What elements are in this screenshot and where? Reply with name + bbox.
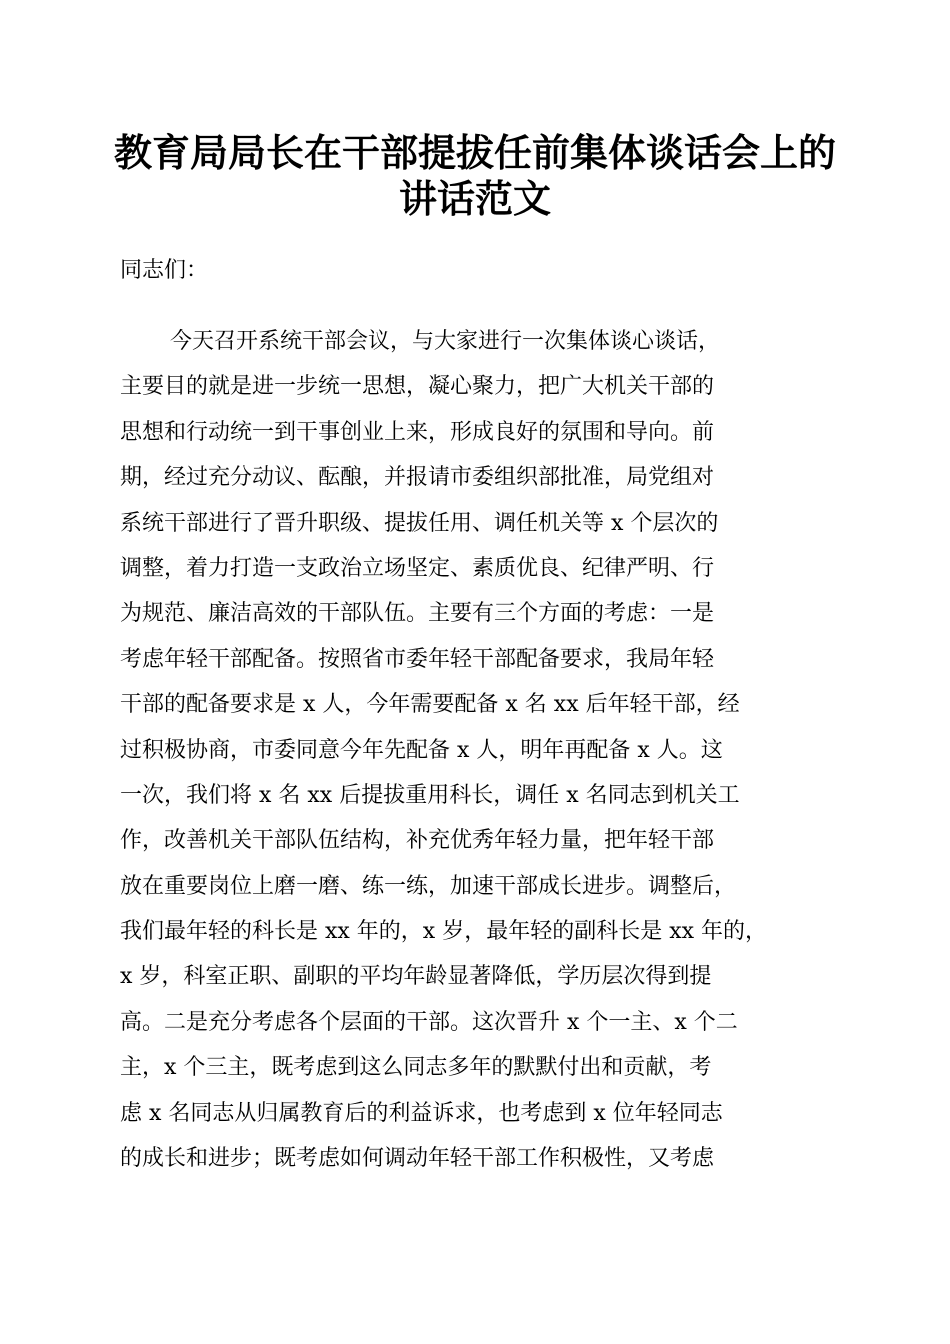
text-line: 作，改善机关干部队伍结构，补充优秀年轻力量，把年轻干部 — [120, 828, 715, 854]
text-line: 考虑年轻干部配备。按照省市委年轻干部配备要求，我局年轻 — [120, 646, 715, 672]
text-line: 思想和行动统一到干事创业上来，形成良好的氛围和导向。前 — [120, 419, 715, 445]
text-line: 期，经过充分动议、酝酿，并报请市委组织部批准，局党组对 — [120, 465, 715, 491]
text-line: 干部的配备要求是 x 人，今年需要配备 x 名 xx 后年轻干部，经 — [120, 692, 740, 718]
text-line: 今天召开系统干部会议，与大家进行一次集体谈心谈话， — [170, 329, 721, 354]
text-line: 主要目的就是进一步统一思想，凝心聚力，把广大机关干部的 — [120, 374, 715, 400]
text-line: 虑 x 名同志从归属教育后的利益诉求，也考虑到 x 位年轻同志 — [120, 1100, 723, 1126]
text-line: 高。二是充分考虑各个层面的干部。这次晋升 x 个一主、x 个二 — [120, 1009, 738, 1035]
text-line: 的成长和进步；既考虑如何调动年轻干部工作积极性，又考虑 — [120, 1146, 715, 1172]
text-line: 主，x 个三主，既考虑到这么同志多年的默默付出和贡献，考 — [120, 1055, 712, 1081]
body-paragraph — [120, 325, 830, 1187]
text-line: 过积极协商，市委同意今年先配备 x 人，明年再配备 x 人。这 — [120, 737, 723, 763]
text-line: x 岁，科室正职、副职的平均年龄显著降低，学历层次得到提 — [120, 964, 712, 990]
text-line: 我们最年轻的科长是 xx 年的，x 岁，最年轻的副科长是 xx 年的， — [120, 919, 768, 945]
text-line: 一次，我们将 x 名 xx 后提拔重用科长，调任 x 名同志到机关工 — [120, 782, 740, 808]
salutation: 同志们： — [120, 258, 209, 283]
text-line: 为规范、廉洁高效的干部队伍。主要有三个方面的考虑：一是 — [120, 601, 715, 627]
text-line: 放在重要岗位上磨一磨、练一练，加速干部成长进步。调整后， — [120, 873, 737, 899]
document-title: 教育局局长在干部提拔任前集体谈话会上的讲话范文 — [113, 130, 836, 221]
text-line: 调整，着力打造一支政治立场坚定、素质优良、纪律严明、行 — [120, 555, 715, 581]
text-line: 系统干部进行了晋升职级、提拔任用、调任机关等 x 个层次的 — [120, 510, 719, 536]
